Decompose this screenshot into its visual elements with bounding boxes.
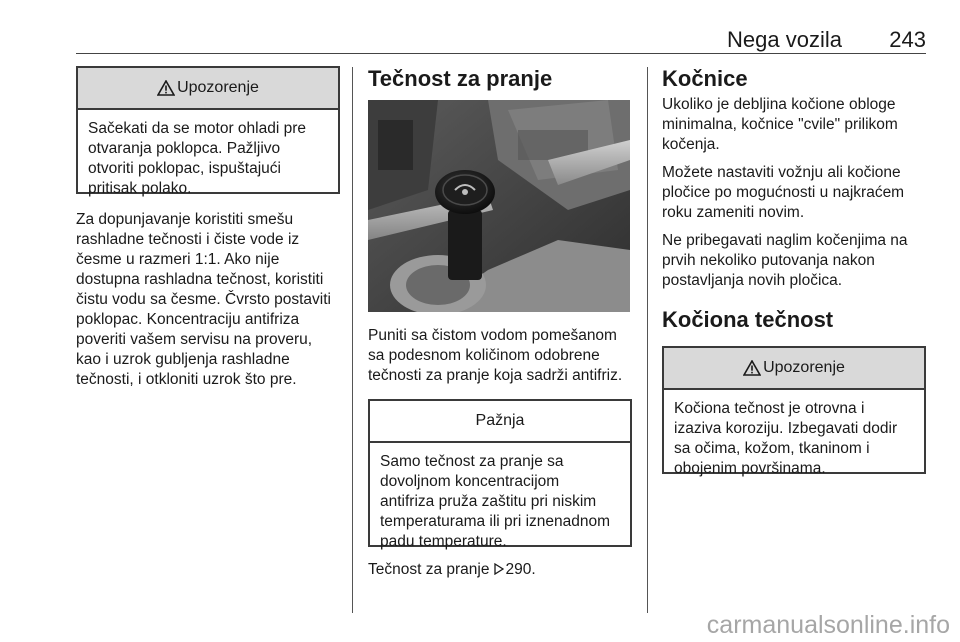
brakes-paragraph xyxy=(662,231,926,291)
brakes-line: prvih nekoliko putovanja nakon xyxy=(662,252,875,269)
header-rule xyxy=(76,53,926,54)
column-divider-right xyxy=(647,67,648,613)
running-header-title: Nega vozila xyxy=(727,27,842,52)
warning-line: otvaranja poklopca. Pažljivo xyxy=(88,140,281,157)
paragraph-line: česme u razmeri 1:1. Ako nije xyxy=(76,251,280,268)
brakes-line: postavljanja novih pločica. xyxy=(662,272,843,289)
brakes-line: minimalna, kočnice "cvile" prilikom xyxy=(662,116,898,133)
notice-line: temperaturama ili pri iznenadnom xyxy=(380,513,611,530)
notice-box-header xyxy=(370,401,630,443)
brakes-paragraph xyxy=(662,95,926,155)
right-column xyxy=(662,66,926,477)
section-heading-washer-fluid: Tečnost za pranje xyxy=(368,66,553,91)
warning-body xyxy=(664,390,924,488)
brakes-line: Ukoliko je debljina kočione obloge xyxy=(662,96,896,113)
paragraph-line: rashladne tečnosti i čiste vode iz xyxy=(76,231,300,248)
page-number: 243 xyxy=(889,27,926,52)
paragraph-line: dostupna rashladna tečnost, koristiti xyxy=(76,271,324,288)
warning-line: obojenim površinama. xyxy=(674,460,826,477)
paragraph-line: čistu vodu sa česme. Čvrsto postaviti xyxy=(76,291,331,308)
brakes-line: kočenja. xyxy=(662,136,720,153)
warning-line: pritisak polako. xyxy=(88,180,192,197)
section-heading-brakes: Kočnice xyxy=(662,66,748,91)
xref-page: 290. xyxy=(505,561,536,578)
coolant-paragraph xyxy=(76,210,340,390)
warning-box-header xyxy=(664,348,924,390)
paragraph-line: tečnosti, i otkloniti uzrok što pre. xyxy=(76,371,297,388)
brakes-line: Ne pribegavati naglim kočenjima na xyxy=(662,232,908,249)
xref-text: Tečnost za pranje xyxy=(368,561,490,578)
warning-line: Sačekati da se motor ohladi pre xyxy=(88,120,306,137)
notice-box xyxy=(368,399,632,550)
paragraph-line: Za dopunjavanje koristiti smešu xyxy=(76,211,294,228)
engine-bay-illustration xyxy=(368,100,630,312)
warning-line: Kočiona tečnost je otrovna i xyxy=(674,400,865,417)
caption-line: sa podesnom količinom odobrene xyxy=(368,347,600,364)
notice-title: Pažnja xyxy=(475,412,525,429)
paragraph-line: kao i uzrok gubljenja rashladne xyxy=(76,351,290,368)
washer-fluid-cross-reference[interactable] xyxy=(368,560,632,580)
warning-triangle-icon xyxy=(743,360,761,376)
brakes-paragraph xyxy=(662,163,926,223)
warning-box-header xyxy=(78,68,338,110)
section-heading-brake-fluid: Kočiona tečnost xyxy=(662,307,834,332)
notice-line: Samo tečnost za pranje sa xyxy=(380,453,564,470)
warning-title: Upozorenje xyxy=(177,79,259,96)
coolant-warning-box xyxy=(76,66,340,197)
notice-line: antifriza pruža zaštitu pri niskim xyxy=(380,493,597,510)
notice-body xyxy=(370,443,630,561)
brake-fluid-warning-box xyxy=(662,346,926,477)
left-column xyxy=(76,66,340,390)
page-reference-arrow-icon xyxy=(494,563,504,575)
warning-title: Upozorenje xyxy=(763,359,845,376)
warning-line: otvoriti poklopac, ispuštajući xyxy=(88,160,281,177)
brakes-line: roku zameniti novim. xyxy=(662,204,805,221)
notice-line: dovoljnom koncentracijom xyxy=(380,473,560,490)
notice-line: padu temperature. xyxy=(380,533,507,550)
brakes-line: pločice po mogućnosti u najkraćem xyxy=(662,184,905,201)
paragraph-line: poveriti vašem servisu na proveru, xyxy=(76,331,313,348)
middle-column xyxy=(368,66,632,580)
warning-body xyxy=(78,110,338,208)
column-divider-left xyxy=(352,67,353,613)
caption-line: Puniti sa čistom vodom pomešanom xyxy=(368,327,617,344)
watermark: carmanualsonline.info xyxy=(706,611,950,639)
warning-line: sa očima, kožom, tkaninom i xyxy=(674,440,870,457)
washer-caption xyxy=(368,326,632,386)
warning-triangle-icon xyxy=(157,80,175,96)
caption-line: tečnosti za pranje koja sadrži antifriz. xyxy=(368,367,623,384)
brakes-text xyxy=(662,95,926,291)
warning-line: izaziva koroziju. Izbegavati dodir xyxy=(674,420,898,437)
paragraph-line: poklopac. Koncentraciju antifriza xyxy=(76,311,300,328)
brakes-line: Možete nastaviti vožnju ali kočione xyxy=(662,164,901,181)
washer-reservoir-photo xyxy=(368,100,630,312)
